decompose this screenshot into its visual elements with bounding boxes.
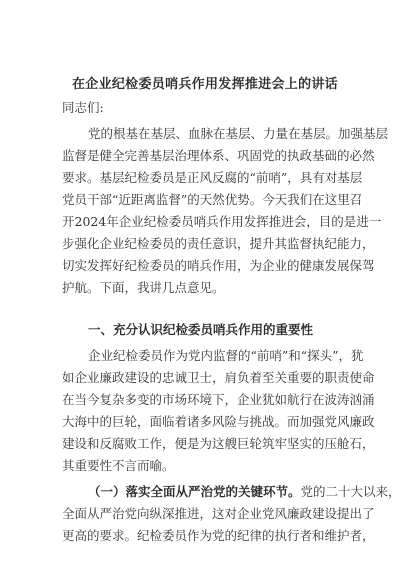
paragraph-line: 大海中的巨轮，面临着诸多风险与挑战。而加强党风廉政 [62, 414, 375, 429]
paragraph-line: 护航。下面，我讲几点意见。 [62, 280, 225, 295]
subsection-text: 党的二十大以来， [300, 484, 401, 499]
paragraph-line: 党的根基在基层、血脉在基层、力量在基层。加强基层 [88, 126, 389, 141]
greeting: 同志们: [62, 100, 104, 115]
paragraph-line: 开2024年企业纪检委员哨兵作用发挥推进会，目的是进一 [62, 214, 382, 229]
subsection-heading: （一）落实全面从严治党的关键环节。 [88, 484, 301, 499]
section-heading: 一、充分认识纪检委员哨兵作用的重要性 [88, 322, 314, 337]
paragraph-line: 要求。基层纪检委员是正风反腐的“前哨”，具有对基层 [62, 170, 363, 185]
paragraph-line: 监督是健全完善基层治理体系、巩固党的执政基础的必然 [62, 148, 375, 163]
paragraph-line: 建设和反腐败工作，便是为这艘巨轮筑牢坚实的压舱石， [62, 436, 375, 451]
paragraph-line: 切实发挥好纪检委员的哨兵作用，为企业的健康发展保驾 [62, 258, 375, 273]
paragraph-line: 在当今复杂多变的市场环境下，企业犹如航行在波涛汹涌 [62, 392, 375, 407]
paragraph-line: 全面从严治党向纵深推进，这对企业党风廉政建设提出了 [62, 506, 375, 521]
paragraph-line: 其重要性不言而喻。 [62, 458, 175, 473]
document-title: 在企业纪检委员哨兵作用发挥推进会上的讲话 [71, 77, 338, 92]
subsection-first-line [88, 481, 401, 503]
paragraph-line: 更高的要求。纪检委员作为党的纪律的执行者和维护者， [62, 528, 375, 543]
paragraph-line: 步强化企业纪检委员的责任意识，提升其监督执纪能力， [62, 236, 375, 251]
paragraph-line: 党员干部“近距离监督”的天然优势。今天我们在这里召 [62, 192, 363, 207]
paragraph-line: 企业纪检委员作为党内监督的“前哨”和“探头”，犹 [88, 348, 364, 363]
paragraph-line: 如企业廉政建设的忠诚卫士，肩负着至关重要的职责使命 [62, 370, 375, 385]
